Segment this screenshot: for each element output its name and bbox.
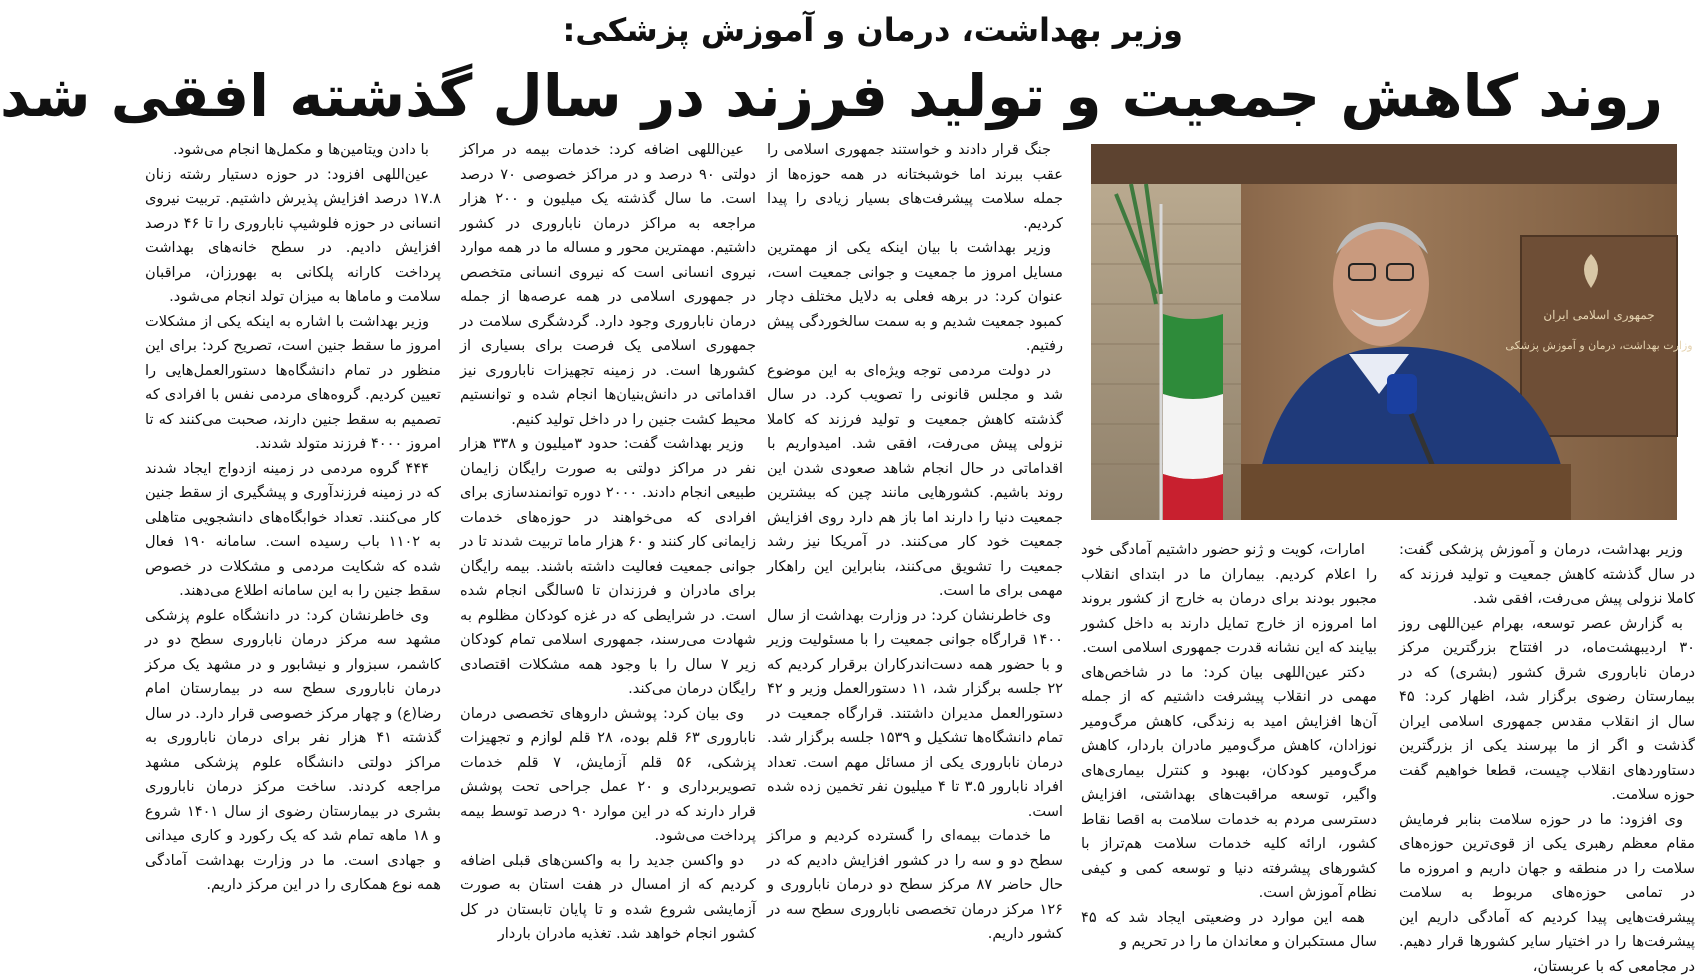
paragraph: وی بیان کرد: پوشش داروهای تخصصی درمان ناباروری ۶۳ قلم بوده، ۲۸ قلم لوازم و تجهیزات پزشکی، ۵۶ قلم آزمایش، ۷ قلم خدمات تصویربرداری و ۲۰ عمل جراحی تحت پوشش قرار دارند که در این موارد ۹۰ درصد توسط بیمه پرداخت می‌شود.: [460, 702, 756, 849]
paragraph: وزیر بهداشت با بیان اینکه یکی از مهمترین مسایل امروز ما جمعیت و جوانی جمعیت است، عنوان کرد: در برهه فعلی به دلایل مختلف دچار کمبود جمعیت شدیم و به سمت سالخوردگی پیش رفتیم.: [767, 236, 1063, 359]
paragraph: وزیر بهداشت با اشاره به اینکه یکی از مشکلات امروز ما سقط جنین است، تصریح کرد: برای این منظور در تمام دانشگاه‌ها دستورالعمل‌هایی را تعیین کردیم. گروه‌های مردمی نفس با افرادی که تصمیم به سقط جنین دارند، صحبت می‌کنند که تا امروز ۴۰۰۰ فرزند متولد شدند.: [145, 310, 441, 457]
article-column-2: [1081, 538, 1377, 960]
paragraph: با دادن ویتامین‌ها و مکمل‌ها انجام می‌شود.: [145, 138, 441, 163]
article-kicker: وزیر بهداشت، درمان و آموزش پزشکی:: [623, 6, 1183, 54]
paragraph: ۴۴۴ گروه مردمی در زمینه ازدواج ایجاد شدند که در زمینه فرزندآوری و پیشگیری از سقط جنین کار می‌کنند. تعداد خوابگاه‌های دانشجویی متاهلی به ۱۱۰۲ باب رسیده است. سامانه ۱۹۰ فعال شده که شکایت مردمی و مشکلات در خصوص سقط جنین را به این سامانه اطلاع می‌دهند.: [145, 457, 441, 604]
paragraph: ما خدمات بیمه‌ای را گسترده کردیم و مراکز سطح دو و سه را در کشور افزایش دادیم که در حال حاضر ۸۷ مرکز سطح دو درمان ناباروری و ۱۲۶ مرکز درمان تخصصی ناباروری سطح سه در کشور داریم.: [767, 824, 1063, 947]
paragraph: همه این موارد در وضعیتی ایجاد شد که ۴۵ سال مستکبران و معاندان ما را در تحریم و: [1081, 906, 1377, 955]
paragraph: وی خاطرنشان کرد: در وزارت بهداشت از سال ۱۴۰۰ قرارگاه جوانی جمعیت را با مسئولیت وزیر و با حضور همه دست‌اندرکاران برقرار کردیم که ۲۲ جلسه برگزار شد، ۱۱ دستورالعمل وزیر و ۴۲ دستورالعمل مدیران داشتند. قرارگاه جمعیت در تمام دانشگاه‌ها تشکیل و ۱۵۳۹ جلسه برگزار شد. درمان ناباروری یکی از مسائل مهم است. تعداد افراد نابارور ۳.۵ تا ۴ میلیون نفر تخمین زده شده است.: [767, 604, 1063, 825]
article-column-4: [460, 138, 756, 960]
paragraph: عین‌اللهی افزود: در حوزه دستیار رشته زنان ۱۷.۸ درصد افزایش پذیرش داشتیم. تربیت نیروی انسانی در حوزه فلوشیپ ناباروری را تا ۴۶ درصد افزایش دادیم. در سطح خانه‌های بهداشت پرداخت کارانه پلکانی به بهورزان، مراقبان سلامت و ماماها به میزان تولد انجام می‌شود.: [145, 163, 441, 310]
paragraph: جنگ قرار دادند و خواستند جمهوری اسلامی را عقب ببرند اما خوشبختانه در همه حوزه‌ها از جمله سلامت پیشرفت‌های بسیار زیادی را پیدا کردیم.: [767, 138, 1063, 236]
paragraph: وی خاطرنشان کرد: در دانشگاه علوم پزشکی مشهد سه مرکز درمان ناباروری سطح دو در کاشمر، سبزوار و نیشابور و در مشهد یک مرکز درمان ناباروری سطح سه در بیمارستان امام رضا(ع) و چهار مرکز خصوصی قرار دارد. در سال گذشته ۴۱ هزار نفر برای درمان ناباروری به مراکز دولتی دانشگاه علوم پزشکی مشهد مراجعه کردند. ساخت مرکز درمان ناباروری بشری در بیمارستان رضوی از سال ۱۴۰۱ شروع و ۱۸ ماهه تمام شد که یک رکورد و کاری میدانی و جهادی است. ما در وزارت بهداشت آمادگی همه نوع همکاری را در این مرکز داریم.: [145, 604, 441, 898]
paragraph: به گزارش عصر توسعه، بهرام عین‌اللهی روز ۳۰ اردیبهشت‌ماه، در افتتاح بزرگترین مرکز درمان ناباروری شرق کشور (بشری) که در بیمارستان رضوی برگزار شد، اظهار کرد: ۴۵ سال از انقلاب مقدس جمهوری اسلامی ایران گذشت و اگر از ما بپرسند یکی از بزرگترین دستاوردهای انقلاب چیست، قطعا خواهیم گفت حوزه سلامت.: [1399, 612, 1695, 808]
paragraph: عین‌اللهی اضافه کرد: خدمات بیمه در مراکز دولتی ۹۰ درصد و در مراکز خصوصی ۷۰ درصد است. ما سال گذشته یک میلیون و ۲۰۰ هزار مراجعه به مراکز درمان ناباروری در کشور داشتیم. مهمترین محور و مساله ما در همه موارد نیروی انسانی است که نیروی انسانی متخصص در جمهوری اسلامی در همه عرصه‌ها از جمله درمان ناباروری وجود دارد. گردشگری سلامت در جمهوری اسلامی یک فرصت برای بسیاری از کشورها است. در زمینه تجهیزات ناباروری نیز اقداماتی در دانش‌بنیان‌ها انجام شده و توانستیم محیط کشت جنین را در داخل تولید کنیم.: [460, 138, 756, 432]
sign-line-2: وزارت بهداشت، درمان و آموزش پزشکی: [1505, 339, 1692, 352]
sign-line-1: جمهوری اسلامی ایران: [1543, 308, 1654, 322]
article-column-3: [767, 138, 1063, 960]
paragraph: امارات، کویت و ژنو حضور داشتیم آمادگی خود را اعلام کردیم. بیماران ما در ابتدای انقلاب مجبور بودند برای درمان به خارج از کشور بروند اما امروزه از خارج تمایل دارند به داخل کشور بیایند که این نشانه قدرت جمهوری اسلامی است.: [1081, 538, 1377, 661]
paragraph: وزیر بهداشت، درمان و آموزش پزشکی گفت: در سال گذشته کاهش جمعیت و تولید فرزند که کاملا نزولی پیش می‌رفت، افقی شد.: [1399, 538, 1695, 612]
article-photo: [1091, 144, 1677, 520]
paragraph: دکتر عین‌اللهی بیان کرد: ما در شاخص‌های مهمی در انقلاب پیشرفت داشتیم که از جمله آن‌ها افزایش امید به زندگی، کاهش مرگ‌ومیر نوزادان، کاهش مرگ‌ومیر مادران باردار، کاهش مرگ‌ومیر کودکان، بهبود و کنترل بیماری‌های واگیر، توسعه مراقبت‌های بهداشتی، افزایش دسترسی مردم به خدمات سلامت به اقصا نقاط کشور، ارائه کلیه خدمات سلامت هم‌تراز با کشورهای پیشرفته دنیا و توسعه کمی و کیفی نظام آموزش است.: [1081, 661, 1377, 906]
article-headline: روند کاهش جمعیت و تولید فرزند در سال گذشته افقی شد: [178, 56, 1663, 136]
paragraph: وی افزود: ما در حوزه سلامت بنابر فرمایش مقام معظم رهبری یکی از قوی‌ترین حوزه‌های سلامت را در منطقه و جهان داریم و امروزه ما در تمامی حوزه‌های مربوط به سلامت پیشرفت‌هایی پیدا کردیم که آمادگی داریم این پیشرفت‌ها را در اختیار سایر کشورها قرار دهیم. در مجامعی که با عربستان،: [1399, 808, 1695, 979]
article-column-5: [145, 138, 441, 960]
paragraph: دو واکسن جدید را به واکسن‌های قبلی اضافه کردیم که از امسال در هفت استان به صورت آزمایشی شروع شده و تا پایان تابستان در کل کشور انجام خواهد شد. تغذیه مادران باردار: [460, 849, 756, 947]
paragraph: در دولت مردمی توجه ویژه‌ای به این موضوع شد و مجلس قانونی را تصویب کرد. در سال گذشته کاهش جمعیت و تولید فرزند که کاملا نزولی پیش می‌رفت، افقی شد. امیدواریم با اقداماتی در حال انجام شاهد صعودی شدن این روند باشیم. کشورهایی مانند چین که بیشترین جمعیت دنیا را دارند اما باز هم دارد روی افزایش جمعیت خود کار می‌کنند. در آمریکا نیز رشد جمعیت را تشویق می‌کنند، بنابراین این راهکار مهمی برای ما است.: [767, 359, 1063, 604]
paragraph: وزیر بهداشت گفت: حدود ۳میلیون و ۳۳۸ هزار نفر در مراکز دولتی به صورت رایگان زایمان طبیعی انجام دادند. ۲۰۰۰ دوره توانمندسازی برای افرادی که می‌خواهند در حوزه‌های خدمات زایمانی کار کنند و ۶۰ هزار ماما تربیت شدند تا در جوانی جمعیت فعالیت داشته باشند. بیمه رایگان برای مادران و فرزندان تا ۵سالگی انجام شده است. در شرایطی که در غزه کودکان مظلوم به شهادت می‌رسند، جمهوری اسلامی تمام کودکان زیر ۷ سال را با وجود همه مشکلات اقتصادی رایگان درمان می‌کند.: [460, 432, 756, 702]
article-column-1: [1399, 538, 1695, 960]
